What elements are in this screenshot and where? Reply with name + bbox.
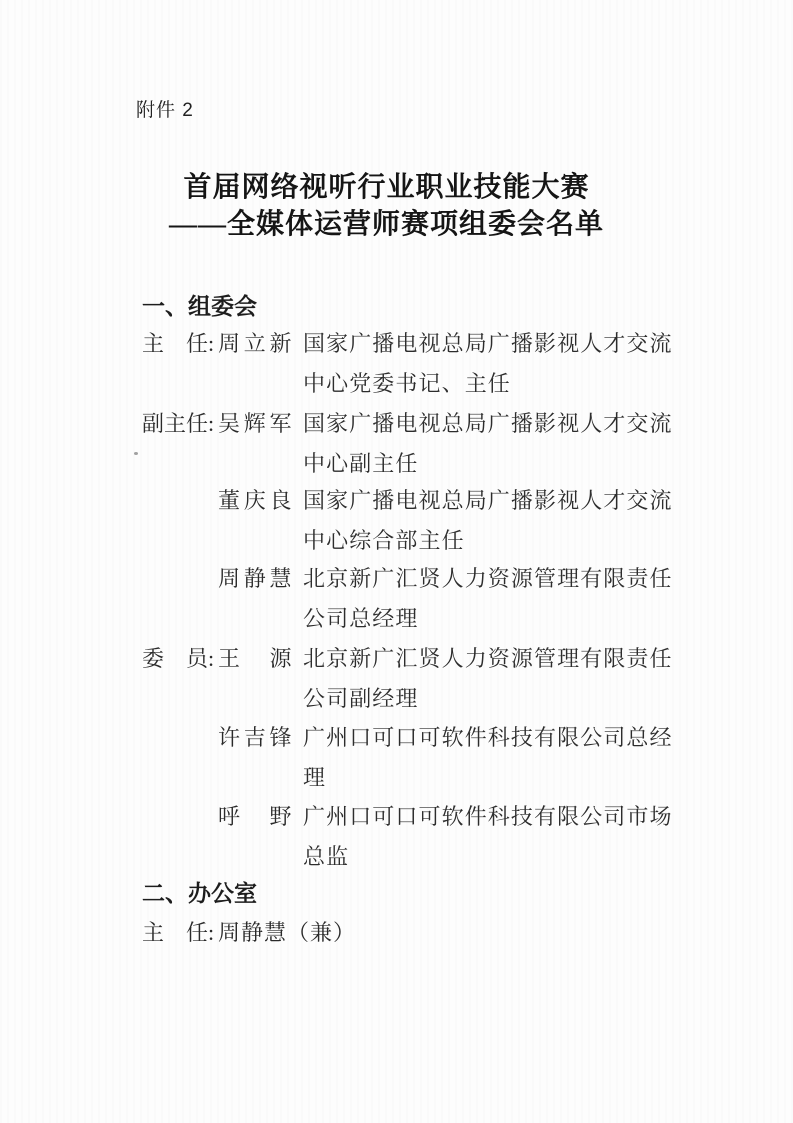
member-description: 国家广播电视总局广播影视人才交流中心党委书记、主任 <box>303 331 673 396</box>
member-name: 周静慧 <box>218 566 292 591</box>
role-colon: : <box>208 411 215 436</box>
member-name: 周立新 <box>218 331 292 356</box>
role-label: 主任 <box>142 331 208 356</box>
member-description: 国家广播电视总局广播影视人才交流中心副主任 <box>303 411 673 476</box>
member-name: 吴辉军 <box>218 411 292 436</box>
member-description: 国家广播电视总局广播影视人才交流中心综合部主任 <box>303 488 673 553</box>
document-title-line-1: 首届网络视听行业职业技能大赛 <box>183 172 590 203</box>
role-colon: : <box>208 331 215 356</box>
member-name: 周静慧（兼） <box>218 920 357 945</box>
member-name: 呼野 <box>218 804 292 829</box>
role-colon: : <box>208 646 215 671</box>
member-description: 广州口可口可软件科技有限公司市场总监 <box>303 804 673 869</box>
role-label: 委员 <box>142 646 208 671</box>
committee-row <box>142 718 675 798</box>
member-description: 广州口可口可软件科技有限公司总经理 <box>303 725 673 790</box>
document-title <box>0 169 793 243</box>
section-heading: 一、组委会 <box>142 293 257 319</box>
member-description: 北京新广汇贤人力资源管理有限责任公司总经理 <box>303 566 673 631</box>
role-colon: : <box>208 920 215 945</box>
member-name: 董庆良 <box>218 488 292 513</box>
attachment-label: 附件 2 <box>136 100 194 121</box>
committee-row <box>142 913 739 953</box>
committee-row <box>142 481 675 561</box>
committee-row <box>142 639 675 719</box>
section-heading: 二、办公室 <box>142 880 257 906</box>
committee-row <box>142 797 675 877</box>
role-label: 副主任 <box>142 411 209 436</box>
committee-row <box>142 324 675 404</box>
document-title-line-2: ——全媒体运营师赛项组委会名单 <box>168 209 604 240</box>
member-description: 北京新广汇贤人力资源管理有限责任公司副经理 <box>303 646 673 711</box>
committee-row <box>142 404 675 484</box>
member-name: 许吉锋 <box>218 725 292 750</box>
committee-row <box>142 559 675 639</box>
ink-speck <box>134 452 138 455</box>
member-name: 王源 <box>218 646 292 671</box>
role-label: 主任 <box>142 920 208 945</box>
